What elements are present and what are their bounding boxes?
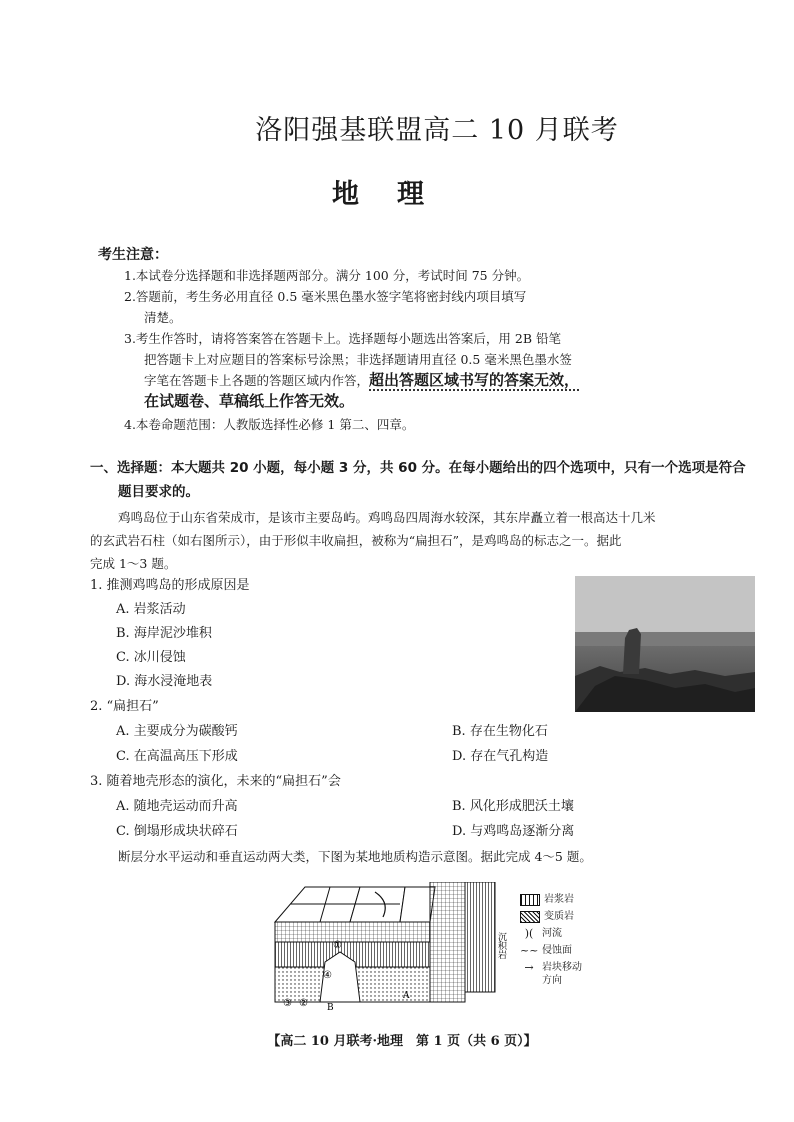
- diagram-legend: [520, 893, 600, 987]
- note-2-cont: 清楚。: [144, 310, 182, 325]
- note-3-cont-b-text: 字笔在答题卡上各题的答题区域内作答，: [144, 373, 370, 388]
- river-icon: )(: [524, 927, 534, 940]
- note-4: 4.本卷命题范围：人教版选择性必修 1 第二、四章。: [124, 417, 415, 432]
- diagram-label-sediment: 沉积岩: [496, 932, 506, 959]
- legend-magma-label: 岩浆岩: [544, 894, 574, 905]
- note-3: 3.考生作答时，请将答案答在答题卡上。选择题每小题选出答案后，用 2B 铅笔: [124, 331, 562, 346]
- exam-title: 洛阳强基联盟高二 10 月联考: [255, 115, 619, 146]
- subject-title: [0, 172, 794, 211]
- legend-metamorphic: [520, 910, 600, 923]
- magma-swatch-icon: [520, 894, 540, 906]
- legend-magma: [520, 893, 600, 906]
- passage1-line1: 鸡鸣岛位于山东省荣成市，是该市主要岛屿。鸡鸣岛四周海水较深，其东岸矗立着一根高达十几米: [118, 510, 656, 525]
- q1-option-b: B. 海岸泥沙堆积: [116, 626, 212, 641]
- subject-text: 地理: [332, 179, 462, 210]
- diagram-label-b: B: [327, 1003, 334, 1012]
- legend-erosion: [520, 944, 600, 957]
- q2-option-b: B. 存在生物化石: [452, 724, 548, 739]
- notes-heading: 考生注意：: [98, 247, 168, 263]
- q2-option-c: C. 在高温高压下形成: [116, 749, 238, 764]
- note-2: 2.答题前，考生务必用直径 0.5 毫米黑色墨水签字笔将密封线内项目填写: [124, 289, 527, 304]
- note-3-cont-a: 把答题卡上对应题目的答案标号涂黑；非选择题请用直径 0.5 毫米黑色墨水签: [144, 352, 572, 367]
- q1-stem: 1. 推测鸡鸣岛的形成原因是: [90, 578, 250, 593]
- note-emphasis-1: 超出答题区域书写的答案无效，: [369, 371, 580, 389]
- legend-river-label: 河流: [542, 928, 562, 939]
- basalt-column-photo: [575, 576, 755, 712]
- note-1: 1.本试卷分选择题和非选择题两部分。满分 100 分，考试时间 75 分钟。: [124, 268, 530, 283]
- legend-movement: [520, 961, 600, 987]
- diagram-label-2: ②: [299, 998, 308, 1009]
- q3-option-a: A. 随地壳运动而升高: [116, 799, 238, 814]
- q2-option-d: D. 存在气孔构造: [452, 749, 549, 764]
- passage1-line3: 完成 1～3 题。: [90, 556, 177, 571]
- diagram-label-1: ①: [333, 940, 342, 951]
- q2-option-a: A. 主要成分为碳酸钙: [116, 724, 238, 739]
- q3-option-d: D. 与鸡鸣岛逐渐分离: [452, 824, 575, 839]
- page-footer: 【高二 10 月联考·地理 第 1 页（共 6 页）】: [267, 1034, 537, 1049]
- note-emphasis-2: 在试题卷、草稿纸上作答无效。: [144, 392, 355, 410]
- legend-river: [520, 927, 600, 940]
- q2-stem: 2. “扁担石”: [90, 699, 159, 714]
- passage2: 断层分水平运动和垂直运动两大类，下图为某地地质构造示意图。据此完成 4～5 题。: [118, 849, 592, 864]
- section-heading-line2: 题目要求的。: [118, 484, 199, 500]
- erosion-surface-icon: ~~: [520, 944, 539, 957]
- section-heading: [90, 456, 750, 504]
- legend-erosion-label: 侵蚀面: [542, 945, 572, 956]
- photo-illustration: [575, 576, 755, 712]
- q1-option-c: C. 冰川侵蚀: [116, 650, 186, 665]
- q3-option-b: B. 风化形成肥沃土壤: [452, 799, 574, 814]
- diagram-label-4: ④: [323, 970, 332, 981]
- section-heading-line1: 一、选择题：本大题共 20 小题，每小题 3 分，共 60 分。在每小题给出的四个选项中，只有一个选项是符合: [90, 460, 746, 476]
- passage1-line2: 的玄武岩石柱（如右图所示），由于形似丰收扁担，被称为“扁担石”，是鸡鸣岛的标志之一。据此: [90, 533, 622, 548]
- diagram-label-a: A: [403, 991, 410, 1001]
- q3-stem: 3. 随着地壳形态的演化，未来的“扁担石”会: [90, 774, 341, 789]
- geologic-structure-diagram: [265, 882, 515, 1012]
- legend-metamorphic-label: 变质岩: [544, 911, 574, 922]
- diagram-label-3: ③: [283, 998, 292, 1009]
- legend-movement-label: 岩块移动方向: [542, 962, 582, 986]
- q1-option-d: D. 海水浸淹地表: [116, 674, 213, 689]
- arrow-right-icon: →: [524, 961, 534, 974]
- q3-option-c: C. 倒塌形成块状碎石: [116, 824, 238, 839]
- metamorphic-swatch-icon: [520, 911, 540, 923]
- q1-option-a: A. 岩浆活动: [116, 602, 186, 617]
